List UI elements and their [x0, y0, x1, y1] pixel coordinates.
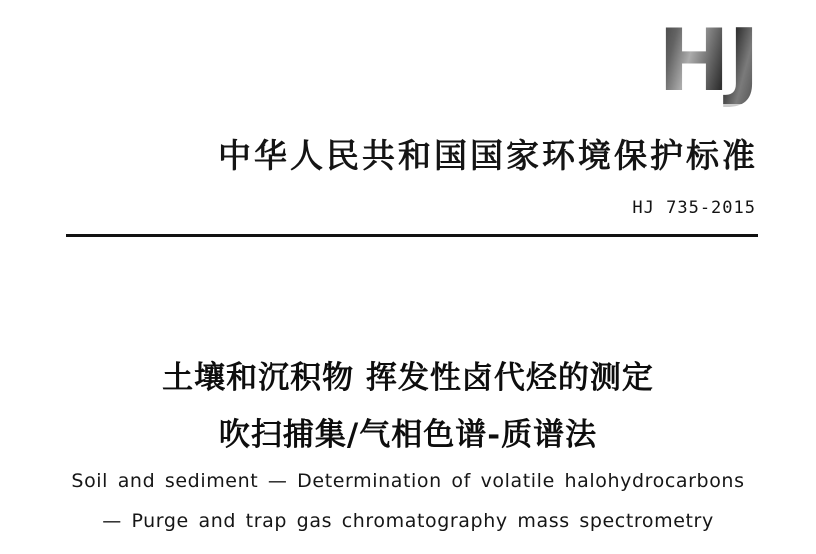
- document-title-cn-line1: 土壤和沉积物 挥发性卤代烃的测定: [162, 360, 654, 396]
- document-title-en-line1: Soil and sediment — Determination of volatile halohydrocarbons: [71, 470, 745, 492]
- issuing-authority-title: 中华人民共和国国家环境保护标准: [218, 136, 758, 175]
- hj-logo: HJ: [658, 11, 758, 111]
- document-title-cn-line2: 吹扫捕集/气相色谱-质谱法: [218, 417, 598, 453]
- standard-number: HJ 735-2015: [632, 198, 756, 218]
- document-title-en-line2: — Purge and trap gas chromatography mass spectrometry: [102, 510, 714, 532]
- header-divider-rule: [66, 234, 758, 237]
